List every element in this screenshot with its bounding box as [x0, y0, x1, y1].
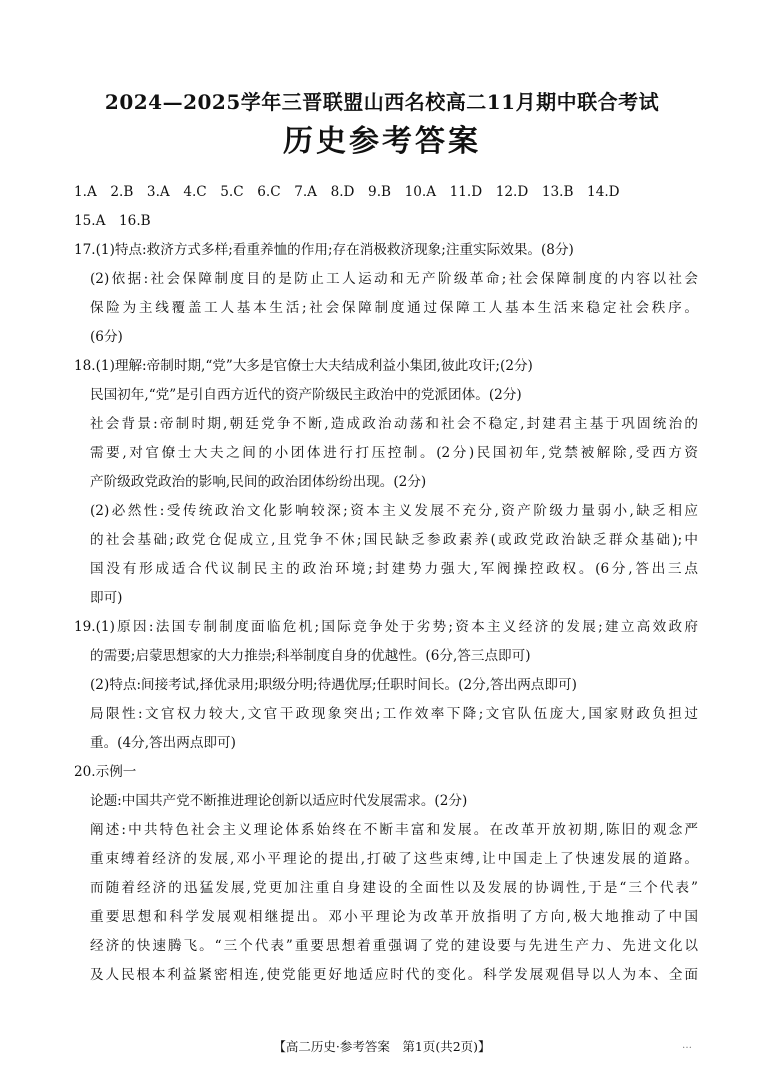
- answer-line: 的社会基础;政党仓促成立,且党争不休;国民缺乏参政素养(或政党政治缺乏群众基础);中: [90, 532, 698, 548]
- answer-line: 重要思想和科学发展观相继提出。邓小平理论为改革开放指明了方向,极大地推动了中国: [90, 909, 698, 925]
- answer-content: [74, 178, 698, 990]
- answer-line: 15.A 16.B: [74, 213, 151, 229]
- answer-line: 即可): [90, 590, 123, 606]
- answer-line: (6分): [90, 329, 123, 345]
- page-footer: 【高二历史·参考答案 第1页(共2页)】: [273, 1039, 491, 1054]
- answer-line: 重束缚着经济的发展,邓小平理论的提出,打破了这些束缚,让中国走上了快速发展的道路。: [90, 851, 698, 867]
- answer-line: 局限性:文官权力较大,文官干政现象突出;工作效率下降;文官队伍庞大,国家财政负担过: [90, 706, 698, 722]
- answer-line: (2)必然性:受传统政治文化影响较深;资本主义发展不充分,资产阶级力量弱小,缺乏相应: [90, 503, 698, 519]
- answer-line: 的需要;启蒙思想家的大力推崇;科举制度自身的优越性。(6分,答三点即可): [90, 648, 531, 664]
- answer-line: 1.A 2.B 3.A 4.C 5.C 6.C 7.A 8.D 9.B 10.A 11.D 12.D 13.B 14.D: [74, 184, 620, 200]
- answer-line: 需要,对官僚士大夫之间的小团体进行打压控制。(2分)民国初年,党禁被解除,受西方资: [90, 445, 698, 461]
- answer-line: 及人民根本利益紧密相连,使党能更好地适应时代的变化。科学发展观倡导以人为本、全面: [90, 967, 698, 983]
- answer-line: 19.(1)原因:法国专制制度面临危机;国际竞争处于劣势;资本主义经济的发展;建立高效政府: [74, 619, 698, 635]
- answer-line: 产阶级政党政治的影响,民间的政治团体纷纷出现。(2分): [90, 474, 427, 490]
- answer-line: 20.示例一: [74, 764, 137, 780]
- answer-line: 而随着经济的迅猛发展,党更加注重自身建设的全面性以及发展的协调性,于是“三个代表”: [90, 880, 698, 896]
- answer-line: 阐述:中共特色社会主义理论体系始终在不断丰富和发展。在改革开放初期,陈旧的观念严: [90, 822, 698, 838]
- answer-line: 国没有形成适合代议制民主的政治环境;封建势力强大,军阀操控政权。(6分,答出三点: [90, 561, 698, 577]
- answer-line: (2)特点:间接考试,择优录用;职级分明;待遇优厚;任职时间长。(2分,答出两点即可): [90, 677, 577, 693]
- answer-line: (2)依据:社会保障制度目的是防止工人运动和无产阶级革命;社会保障制度的内容以社会: [90, 271, 698, 287]
- answer-line: 经济的快速腾飞。“三个代表”重要思想着重强调了党的建设要与先进生产力、先进文化以: [90, 938, 698, 954]
- answer-line: 17.(1)特点:救济方式多样;看重养恤的作用;存在消极救济现象;注重实际效果。(8分): [74, 242, 574, 258]
- answer-line: 社会背景:帝制时期,朝廷党争不断,造成政治动荡和社会不稳定,封建君主基于巩固统治的: [90, 416, 698, 432]
- answer-line: 民国初年,“党”是引自西方近代的资产阶级民主政治中的党派团体。(2分): [90, 387, 522, 403]
- answer-line: 论题:中国共产党不断推进理论创新以适应时代发展需求。(2分): [90, 793, 468, 809]
- exam-title: 2024—2025学年三晋联盟山西名校高二11月期中联合考试: [104, 90, 660, 114]
- answer-key-title: 历史参考答案: [283, 124, 481, 159]
- answer-line: 重。(4分,答出两点即可): [90, 735, 236, 751]
- answer-line: 保险为主线覆盖工人基本生活;社会保障制度通过保障工人基本生活来稳定社会秩序。: [90, 300, 698, 316]
- corner-mark: …: [682, 1040, 692, 1051]
- answer-line: 18.(1)理解:帝制时期,“党”大多是官僚士大夫结成利益小集团,彼此攻讦;(2分): [74, 358, 533, 374]
